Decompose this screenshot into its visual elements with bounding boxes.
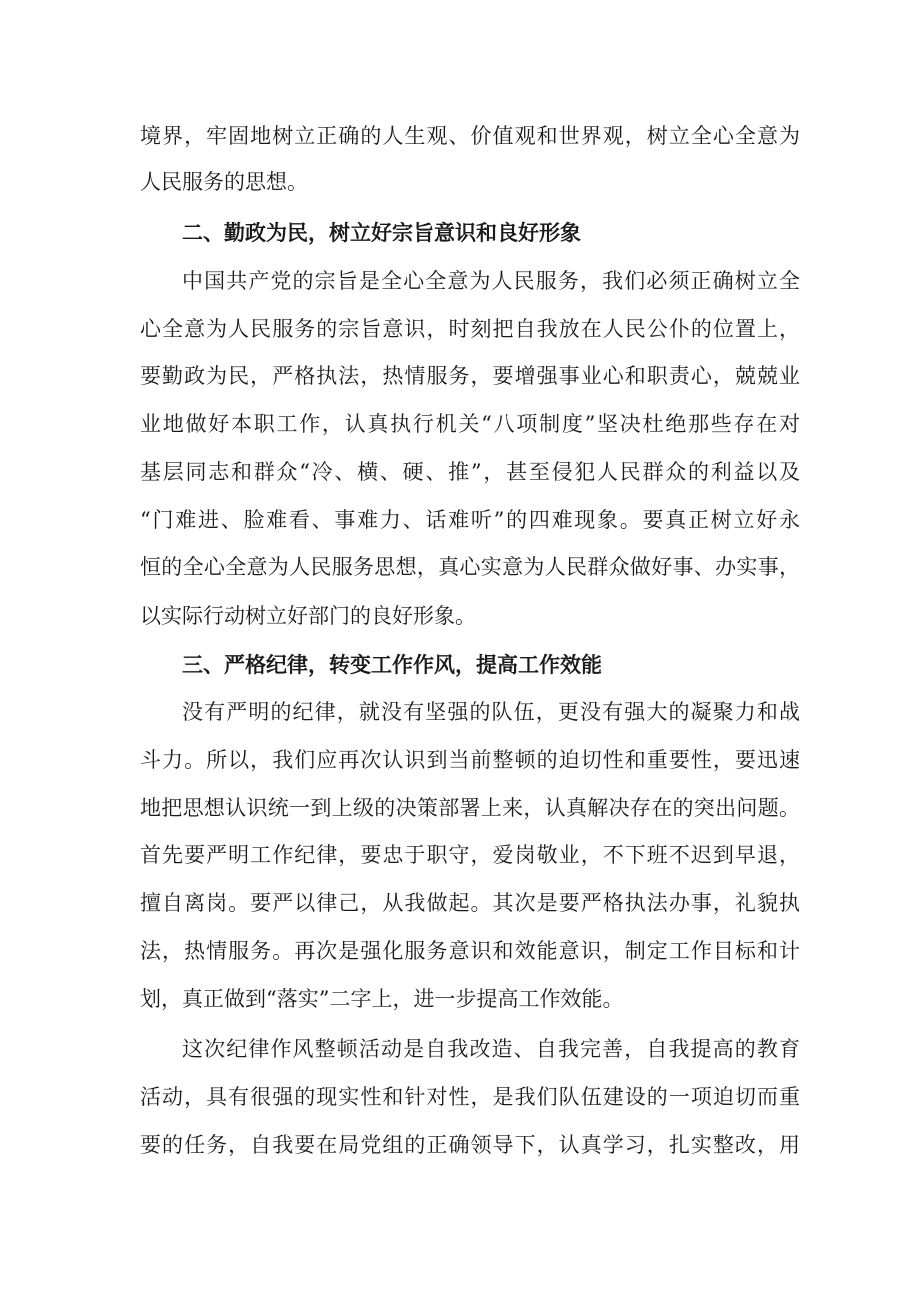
paragraph-2-line: 要勤政为民，严格执法，热情服务，要增强事业心和职责心，兢兢业 — [140, 364, 800, 388]
paragraph-2-line: 基层同志和群众“冷、横、硬、推”，甚至侵犯人民群众的利益以及 — [140, 460, 800, 484]
paragraph-3-line: 法，热情服务。再次是强化服务意识和效能意识，制定工作目标和计 — [140, 939, 800, 963]
paragraph-2-line: 以实际行动树立好部门的良好形象。 — [140, 604, 476, 628]
section-heading-2: 二、勤政为民，树立好宗旨意识和良好形象 — [182, 221, 581, 245]
paragraph-3-line: 地把思想认识统一到上级的决策部署上来，认真解决存在的突出问题。 — [140, 796, 800, 820]
paragraph-1-line: 境界，牢固地树立正确的人生观、价值观和世界观，树立全心全意为 — [140, 124, 800, 148]
section-heading-3: 三、严格纪律，转变工作作风，提高工作效能 — [182, 653, 602, 677]
paragraph-2-line: “门难进、脸难看、事难力、话难听”的四难现象。要真正树立好永 — [140, 508, 800, 532]
paragraph-2-line: 中国共产党的宗旨是全心全意为人民服务，我们必须正确树立全 — [182, 269, 800, 293]
paragraph-2-line: 心全意为人民服务的宗旨意识，时刻把自我放在人民公仆的位置上， — [140, 317, 800, 341]
paragraph-3-line: 擅自离岗。要严以律己，从我做起。其次是要严格执法办事，礼貌执 — [140, 891, 800, 915]
paragraph-3-line: 斗力。所以，我们应再次认识到当前整顿的迫切性和重要性，要迅速 — [140, 748, 800, 772]
paragraph-1-line: 人民服务的思想。 — [140, 170, 308, 194]
paragraph-3-line: 没有严明的纪律，就没有坚强的队伍，更没有强大的凝聚力和战 — [182, 700, 800, 724]
paragraph-4-line: 要的任务，自我要在局党组的正确领导下，认真学习，扎实整改，用 — [140, 1133, 800, 1157]
paragraph-4-line: 这次纪律作风整顿活动是自我改造、自我完善，自我提高的教育 — [182, 1037, 800, 1061]
paragraph-3-line: 划，真正做到“落实”二字上，进一步提高工作效能。 — [140, 987, 624, 1011]
paragraph-4-line: 活动，具有很强的现实性和针对性，是我们队伍建设的一项迫切而重 — [140, 1085, 800, 1109]
paragraph-2-line: 业地做好本职工作，认真执行机关“八项制度”坚决杜绝那些存在对 — [140, 412, 800, 436]
paragraph-3-line: 首先要严明工作纪律，要忠于职守，爱岗敬业，不下班不迟到早退， — [140, 843, 800, 867]
paragraph-2-line: 恒的全心全意为人民服务思想，真心实意为人民群众做好事、办实事， — [140, 555, 800, 579]
